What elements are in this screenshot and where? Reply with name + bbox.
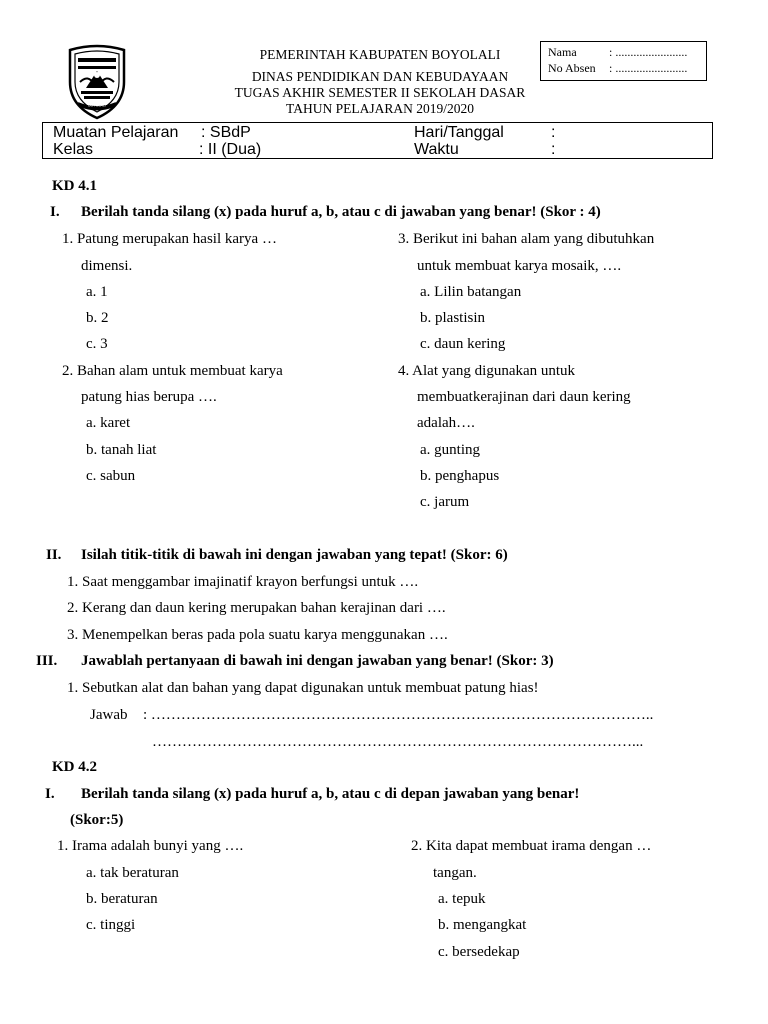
question-4-text-cont: membuatkerajinan dari daun kering <box>417 389 631 405</box>
no-absen-label: No Absen <box>548 61 596 75</box>
question-3-text: 3. Berikut ini bahan alam yang dibutuhkan <box>398 231 655 247</box>
exam-info-box <box>42 122 713 159</box>
class-label: Kelas <box>53 141 94 158</box>
question-4-text: 4. Alat yang digunakan untuk <box>398 363 576 379</box>
question-3-option-c[interactable]: c. daun kering <box>420 336 506 352</box>
kd42-section-1-number: I. <box>45 786 55 802</box>
question-2-text-cont: patung hias berupa …. <box>81 389 217 405</box>
kd42-question-1-option-c[interactable]: c. tinggi <box>86 917 136 933</box>
fill-in-item-2: 2. Kerang dan daun kering merupakan bahan kerajinan dari …. <box>67 600 446 616</box>
question-2-option-a[interactable]: a. karet <box>86 415 131 431</box>
question-4-option-c[interactable]: c. jarum <box>420 494 470 510</box>
header-school-year: TAHUN PELAJARAN 2019/2020 <box>286 101 474 116</box>
answer-line-1[interactable]: : ……………………………………………………………………………………….. <box>143 707 654 723</box>
section-3-number: III. <box>36 653 58 669</box>
kd42-question-2-text: 2. Kita dapat membuat irama dengan … <box>411 838 652 854</box>
question-4-option-b[interactable]: b. penghapus <box>420 468 500 484</box>
kd42-section-1-score: (Skor:5) <box>70 812 124 828</box>
answer-label: Jawab <box>90 707 128 723</box>
fill-in-item-3: 3. Menempelkan beras pada pola suatu karya menggunakan …. <box>67 627 448 643</box>
question-3-option-a[interactable]: a. Lilin batangan <box>420 284 522 300</box>
kd42-question-1-text: 1. Irama adalah bunyi yang …. <box>57 838 244 854</box>
logo-ribbon-text: BOYOLALI <box>88 103 106 108</box>
day-date-field[interactable]: : <box>551 124 556 141</box>
kd42-question-2-text-cont: tangan. <box>433 865 477 881</box>
question-4-option-a[interactable]: a. gunting <box>420 442 480 458</box>
header-government: PEMERINTAH KABUPATEN BOYOLALI <box>259 47 501 62</box>
answer-line-2[interactable]: ……………………………………………………………………………………... <box>152 734 644 750</box>
time-label: Waktu <box>414 141 459 158</box>
day-date-label: Hari/Tanggal <box>414 124 504 141</box>
kd42-question-2-option-b[interactable]: b. mengangkat <box>438 917 527 933</box>
header-exam-title: TUGAS AKHIR SEMESTER II SEKOLAH DASAR <box>234 85 526 100</box>
question-1-option-b[interactable]: b. 2 <box>86 310 109 326</box>
section-2-instruction: Isilah titik-titik di bawah ini dengan jawaban yang tepat! (Skor: 6) <box>81 547 508 563</box>
question-1-option-a[interactable]: a. 1 <box>86 284 108 300</box>
section-1-instruction: Berilah tanda silang (x) pada huruf a, b, atau c di jawaban yang benar! (Skor : 4) <box>81 204 601 220</box>
class-value: : II (Dua) <box>199 141 262 158</box>
question-4-text-cont2: adalah…. <box>417 415 475 431</box>
header-department: DINAS PENDIDIKAN DAN KEBUDAYAAN <box>251 69 509 84</box>
section-1-number: I. <box>50 204 60 220</box>
subject-label: Muatan Pelajaran <box>53 124 179 141</box>
no-absen-field[interactable]: : ........................ <box>609 61 688 75</box>
question-1-option-c[interactable]: c. 3 <box>86 336 108 352</box>
question-2-option-b[interactable]: b. tanah liat <box>86 442 157 458</box>
student-identity-box <box>540 41 707 81</box>
question-1-text-cont: dimensi. <box>81 258 133 274</box>
question-3-text-cont: untuk membuat karya mosaik, …. <box>417 258 622 274</box>
kd42-section-1-instruction: Berilah tanda silang (x) pada huruf a, b, atau c di depan jawaban yang benar! <box>81 786 580 802</box>
question-2-option-c[interactable]: c. sabun <box>86 468 136 484</box>
kd42-question-1-option-b[interactable]: b. beraturan <box>86 891 158 907</box>
essay-question-1: 1. Sebutkan alat dan bahan yang dapat digunakan untuk membuat patung hias! <box>67 680 539 696</box>
kd42-question-2-option-a[interactable]: a. tepuk <box>438 891 486 907</box>
kd-4-1-title: KD 4.1 <box>52 178 97 194</box>
section-3-instruction: Jawablah pertanyaan di bawah ini dengan jawaban yang benar! (Skor: 3) <box>81 653 554 669</box>
time-field[interactable]: : <box>551 141 556 158</box>
boyolali-emblem-logo <box>64 44 130 120</box>
kd42-question-2-option-c[interactable]: c. bersedekap <box>438 944 520 960</box>
nama-field[interactable]: : ........................ <box>609 45 688 59</box>
fill-in-item-1: 1. Saat menggambar imajinatif krayon berfungsi untuk …. <box>67 574 419 590</box>
question-3-option-b[interactable]: b. plastisin <box>420 310 486 326</box>
section-2-number: II. <box>46 547 62 563</box>
question-1-text: 1. Patung merupakan hasil karya … <box>62 231 277 247</box>
kd42-question-1-option-a[interactable]: a. tak beraturan <box>86 865 179 881</box>
nama-label: Nama <box>548 45 577 59</box>
question-2-text: 2. Bahan alam untuk membuat karya <box>62 363 283 379</box>
subject-value: : SBdP <box>201 124 251 141</box>
kd-4-2-title: KD 4.2 <box>52 759 97 775</box>
